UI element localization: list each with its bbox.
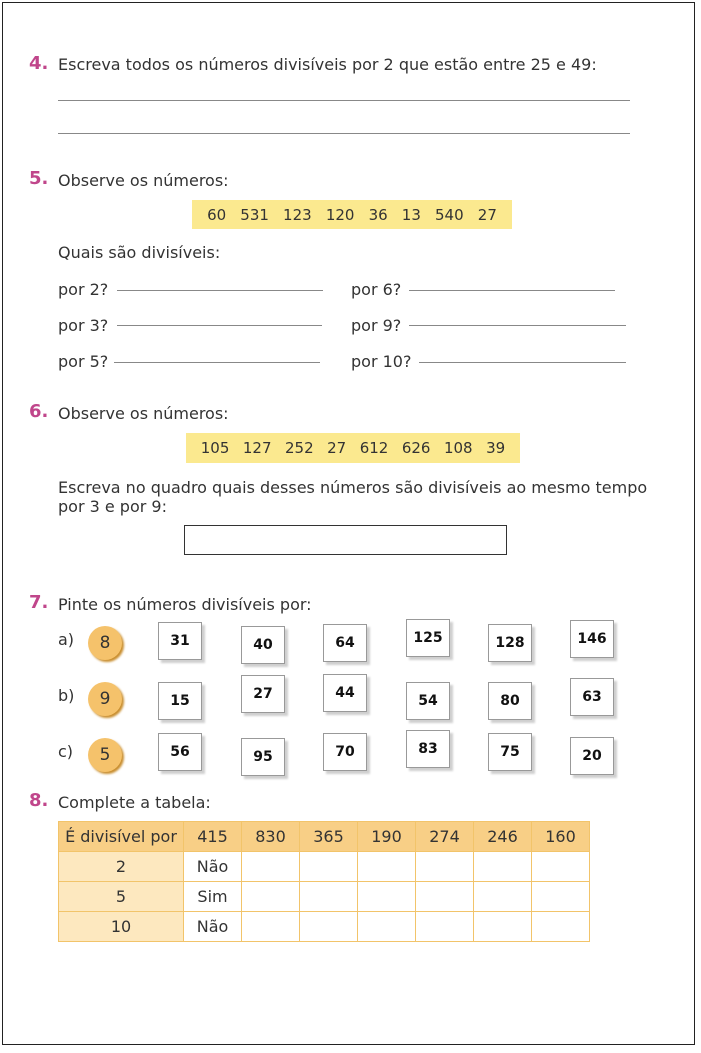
table-header-cell: 274: [416, 822, 474, 852]
table-cell[interactable]: [300, 852, 358, 882]
table-cell[interactable]: [474, 852, 532, 882]
q4-text: Escreva todos os números divisíveis por 2 que estão entre 25 e 49:: [58, 55, 597, 74]
q5-prompt-por-5: por 5?: [58, 352, 109, 371]
q6-number-strip: [186, 433, 520, 463]
q7-number-card[interactable]: 40: [241, 626, 285, 664]
q7-number-card[interactable]: 54: [406, 682, 450, 720]
q7-number-card[interactable]: 64: [323, 624, 367, 662]
q6-text: Observe os números:: [58, 404, 229, 423]
table-cell[interactable]: [532, 882, 590, 912]
q5-answer-line-por-9[interactable]: [409, 325, 626, 326]
q7-number-card[interactable]: 146: [570, 620, 614, 658]
table-row-divisor: 5: [59, 882, 184, 912]
q7-number-card[interactable]: 95: [241, 738, 285, 776]
q6-number-item: 39: [486, 439, 506, 457]
q7-number-card[interactable]: 125: [406, 619, 450, 657]
table-row: [59, 912, 590, 942]
q5-answer-line-por-3[interactable]: [117, 325, 322, 326]
table-cell[interactable]: [416, 912, 474, 942]
q7-number-card[interactable]: 44: [323, 674, 367, 712]
q4-answer-line-2[interactable]: [58, 133, 630, 134]
q5-number-item: 540: [435, 205, 464, 224]
q5-question: Quais são divisíveis:: [58, 243, 221, 262]
q7-divisor-circle: 5: [88, 738, 122, 772]
table-header-row: [59, 822, 590, 852]
q5-number-item: 36: [368, 205, 388, 224]
table-cell[interactable]: [358, 852, 416, 882]
q6-number-item: 27: [327, 439, 347, 457]
q5-prompt-por-9: por 9?: [351, 316, 402, 335]
table-header-cell: 246: [474, 822, 532, 852]
q5-answer-line-por-5[interactable]: [114, 362, 320, 363]
q4-number: 4.: [29, 53, 49, 74]
table-header-cell: 190: [358, 822, 416, 852]
table-header-label: É divisível por: [59, 822, 184, 852]
q5-prompt-por-10: por 10?: [351, 352, 412, 371]
table-header-cell: 415: [184, 822, 242, 852]
q5-number-item: 531: [240, 205, 269, 224]
q5-number-item: 27: [477, 205, 497, 224]
q7-number: 7.: [29, 592, 49, 613]
table-cell[interactable]: [532, 912, 590, 942]
q5-number-item: 123: [283, 205, 312, 224]
q4-answer-line-1[interactable]: [58, 100, 630, 101]
q5-number: 5.: [29, 168, 49, 189]
q7-number-card[interactable]: 56: [158, 733, 202, 771]
table-cell[interactable]: [242, 882, 300, 912]
q7-row-label: b): [58, 686, 75, 705]
table-cell: Não: [184, 852, 242, 882]
q6-instruction-line-2: por 3 e por 9:: [58, 497, 167, 516]
divisibility-table: [58, 821, 590, 942]
table-cell[interactable]: [474, 912, 532, 942]
table-cell[interactable]: [242, 852, 300, 882]
table-row-divisor: 2: [59, 852, 184, 882]
table-cell[interactable]: [358, 912, 416, 942]
table-cell[interactable]: [358, 882, 416, 912]
table-cell[interactable]: [532, 852, 590, 882]
table-cell[interactable]: [474, 882, 532, 912]
table-header-cell: 160: [532, 822, 590, 852]
q5-answer-line-por-6[interactable]: [409, 290, 615, 291]
q7-number-card[interactable]: 20: [570, 737, 614, 775]
q5-number-strip: [192, 200, 512, 229]
q5-prompt-por-2: por 2?: [58, 280, 109, 299]
q5-answer-line-por-10[interactable]: [419, 362, 626, 363]
q7-row-label: c): [58, 742, 74, 761]
q8-text: Complete a tabela:: [58, 793, 211, 812]
table-cell: Não: [184, 912, 242, 942]
table-cell[interactable]: [242, 912, 300, 942]
table-cell: Sim: [184, 882, 242, 912]
q7-number-card[interactable]: 15: [158, 682, 202, 720]
q7-number-card[interactable]: 27: [241, 675, 285, 713]
q6-number-item: 252: [284, 439, 314, 457]
q5-text: Observe os números:: [58, 171, 229, 190]
q7-number-card[interactable]: 80: [488, 682, 532, 720]
q5-answer-line-por-2[interactable]: [117, 290, 323, 291]
table-cell[interactable]: [416, 882, 474, 912]
q5-number-item: 60: [207, 205, 227, 224]
q7-divisor-circle: 9: [88, 682, 122, 716]
q7-number-card[interactable]: 128: [488, 624, 532, 662]
table-cell[interactable]: [416, 852, 474, 882]
q7-number-card[interactable]: 31: [158, 622, 202, 660]
q5-number-item: 13: [401, 205, 421, 224]
q8-number: 8.: [29, 790, 49, 811]
q7-number-card[interactable]: 83: [406, 730, 450, 768]
q7-number-card[interactable]: 70: [323, 733, 367, 771]
table-row-divisor: 10: [59, 912, 184, 942]
q6-number-item: 612: [359, 439, 389, 457]
q5-number-item: 120: [325, 205, 355, 224]
q6-answer-box[interactable]: [184, 525, 507, 555]
q6-instruction-line-1: Escreva no quadro quais desses números são divisíveis ao mesmo tempo: [58, 478, 648, 497]
table-header-cell: 365: [300, 822, 358, 852]
q7-text: Pinte os números divisíveis por:: [58, 595, 312, 614]
q6-number-item: 626: [401, 439, 431, 457]
table-row: [59, 882, 590, 912]
q7-divisor-circle: 8: [88, 626, 122, 660]
q6-number: 6.: [29, 401, 49, 422]
table-header-cell: 830: [242, 822, 300, 852]
q5-prompt-por-3: por 3?: [58, 316, 109, 335]
q5-prompt-por-6: por 6?: [351, 280, 402, 299]
q7-number-card[interactable]: 63: [570, 678, 614, 716]
table-cell[interactable]: [300, 912, 358, 942]
table-cell[interactable]: [300, 882, 358, 912]
q7-number-card[interactable]: 75: [488, 733, 532, 771]
table-row: [59, 852, 590, 882]
q6-number-item: 105: [200, 439, 230, 457]
q6-number-item: 127: [242, 439, 272, 457]
q6-number-item: 108: [443, 439, 473, 457]
q7-row-label: a): [58, 630, 75, 649]
